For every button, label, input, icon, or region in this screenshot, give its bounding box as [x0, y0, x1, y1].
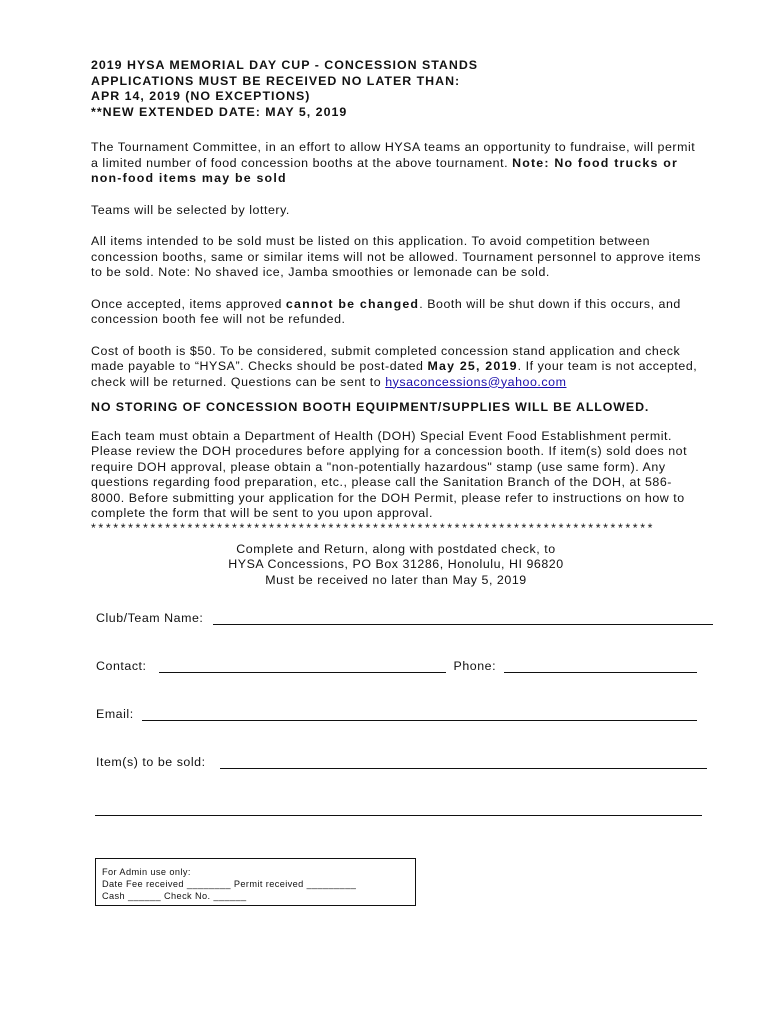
accepted-text-before: Once accepted, items approved: [91, 296, 286, 311]
intro-note: Note: No food trucks or non-food items may be sold: [91, 155, 679, 185]
admin-cash-check-row: Cash ______ Check No. ______: [102, 891, 247, 901]
items-label: Item(s) to be sold:: [96, 755, 206, 769]
club-team-row: [96, 610, 713, 625]
email-row: [96, 706, 697, 721]
club-team-label: Club/Team Name:: [96, 611, 204, 625]
email-label: Email:: [96, 707, 134, 721]
return-line-1: Complete and Return, along with postdated check, to: [236, 541, 556, 556]
document-header: [91, 58, 701, 120]
admin-title: For Admin use only:: [102, 867, 191, 877]
club-team-field[interactable]: [213, 610, 713, 625]
email-link[interactable]: hysaconcessions@yahoo.com: [385, 374, 567, 389]
intro-text: The Tournament Committee, in an effort to allow HYSA teams an opportunity to fundraise, will permit a limited number of food concession booths at the above tournament.: [91, 140, 696, 170]
lottery-paragraph: Teams will be selected by lottery.: [91, 202, 290, 217]
cost-text-before: Cost of booth is $50. To be considered, submit completed concession stand application and check made payable to “HYSA”. Checks should be post-dated: [91, 343, 681, 373]
admin-fee-permit-row: Date Fee received ________ Permit received _________: [102, 879, 357, 889]
accepted-bold: cannot be changed: [285, 296, 420, 311]
contact-label: Contact:: [96, 659, 147, 673]
email-field[interactable]: [142, 706, 697, 721]
accepted-text-after: . Booth will be shut down if this occurs, and concession booth fee will not be refunded.: [91, 296, 681, 326]
document-body: [91, 58, 701, 588]
return-line-2: HYSA Concessions, PO Box 31286, Honolulu, HI 96820: [228, 557, 564, 571]
return-line-3: Must be received no later than May 5, 2019: [265, 572, 527, 587]
contact-field[interactable]: [159, 658, 446, 673]
phone-field[interactable]: [504, 658, 697, 673]
items-paragraph: All items intended to be sold must be listed on this application. To avoid competition between concession booths, same or similar items will not be allowed. Tournament personnel to approve items to be sold. Note: No shaved ice, Jamba smoothies or lemonade can be sold.: [91, 234, 702, 279]
header-title: 2019 HYSA MEMORIAL DAY CUP - CONCESSION STANDS: [91, 58, 479, 72]
doh-paragraph: Each team must obtain a Department of Health (DOH) Special Event Food Establishment permit. Please review the DOH procedures before applying for a concession booth. If item(s) sold does not require DOH approval, please obtain a "non-potentially hazardous" stamp (use same form). Any questions regarding food preparation, etc., please call the Sanitation Branch of the DOH, at 586-8000. Before submitting your application for the DOH Permit, please refer to instructions on how to complete the form that will be sent to you upon approval.: [91, 428, 688, 520]
header-extended-date: **NEW EXTENDED DATE: MAY 5, 2019: [91, 104, 348, 119]
phone-label: Phone:: [453, 659, 497, 673]
header-deadline-label: APPLICATIONS MUST BE RECEIVED NO LATER THAN:: [91, 73, 461, 88]
intro-paragraph: [91, 140, 701, 187]
no-storing-notice: NO STORING OF CONCESSION BOOTH EQUIPMENT/SUPPLIES WILL BE ALLOWED.: [91, 400, 650, 414]
stars-divider: ****************************************************************************: [91, 521, 656, 535]
return-info: [91, 542, 701, 589]
cost-text-after: . If your team is not accepted, check will be returned. Questions can be sent to: [91, 359, 698, 389]
accepted-paragraph: [91, 297, 701, 328]
header-deadline-date: APR 14, 2019 (NO EXCEPTIONS): [91, 89, 311, 103]
cost-paragraph: [91, 344, 701, 391]
items-field[interactable]: [220, 754, 707, 769]
cost-date: May 25, 2019: [427, 359, 518, 373]
admin-use-box: [95, 858, 416, 906]
items-field-extra-line[interactable]: [95, 801, 702, 816]
items-row: [96, 754, 707, 769]
contact-row: [96, 658, 697, 673]
